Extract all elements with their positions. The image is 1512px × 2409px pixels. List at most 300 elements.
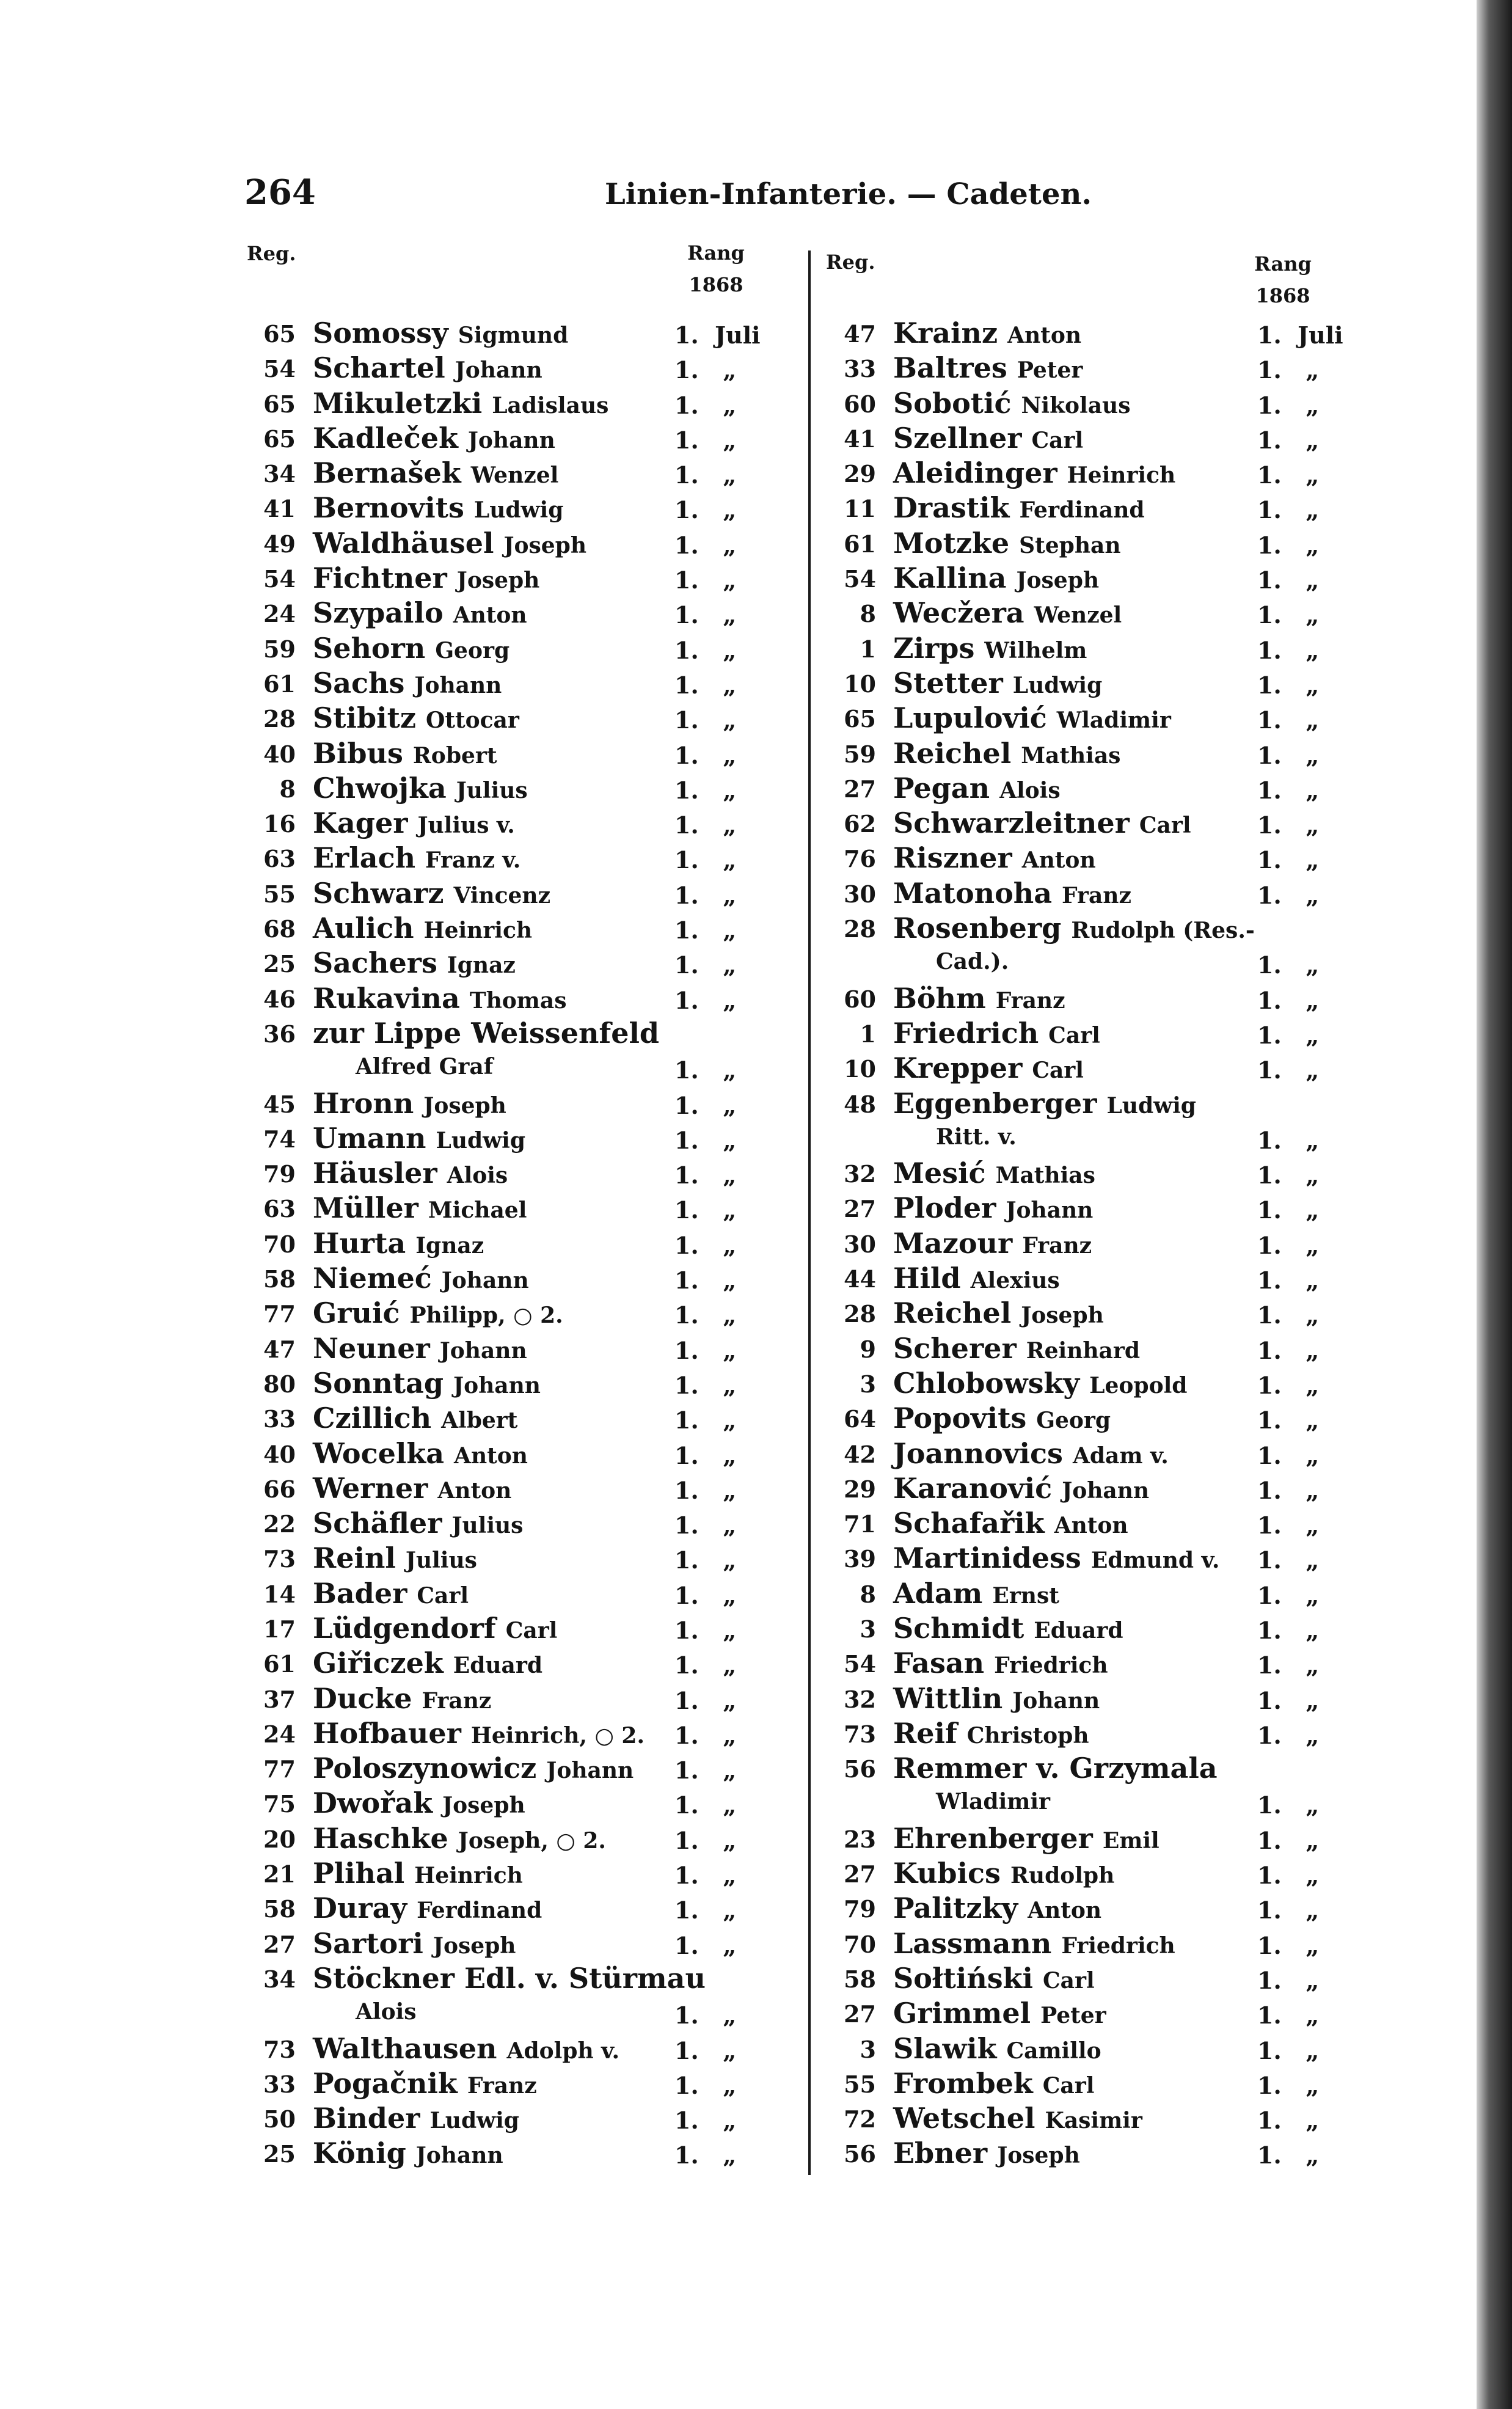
entry-row: [820, 2067, 1394, 2102]
regiment-number: 64: [844, 1405, 876, 1433]
entry-row: [820, 387, 1394, 422]
regiment-number: 1: [860, 1020, 876, 1048]
given-name: Carl: [1043, 1967, 1095, 1994]
page-number: 264: [244, 172, 316, 213]
cadet-name: [313, 527, 586, 560]
given-name: Emil: [1102, 1827, 1160, 1854]
rank-date: 1. „: [1257, 1721, 1320, 1749]
surname: Sachs: [313, 666, 405, 700]
entry-row: [820, 316, 1394, 351]
cadet-name: [893, 1892, 1101, 1925]
rank-date: 1. „: [674, 531, 737, 559]
entry-row: [820, 1437, 1394, 1472]
regiment-number: 34: [263, 460, 296, 488]
surname: Wetschel: [893, 2102, 1035, 2135]
given-name: Anton: [454, 1442, 528, 1469]
cadet-name: [313, 1717, 645, 1750]
given-name: Albert: [441, 1408, 518, 1434]
cadet-name: [313, 596, 527, 629]
entry-row: [239, 1822, 814, 1857]
entry-row: [239, 1892, 814, 1926]
regiment-number: 10: [844, 670, 876, 698]
rank-date: 1. „: [674, 1476, 737, 1504]
cadet-name: [893, 1507, 1128, 1540]
cadet-name: [313, 1437, 528, 1470]
entry-row: [820, 1997, 1394, 2031]
surname: Stetter: [893, 666, 1003, 700]
given-name: Mathias: [995, 1163, 1095, 1189]
regiment-number: 76: [844, 845, 876, 873]
rank-date: 1. „: [1257, 1021, 1320, 1049]
entry-row: [239, 1051, 814, 1086]
rank-date: 1. „: [1257, 1546, 1320, 1574]
surname: Ploder: [893, 1191, 996, 1225]
given-name: Wenzel: [470, 462, 559, 489]
regiment-number: 41: [844, 425, 876, 453]
entry-row: [239, 2102, 814, 2137]
surname: Rukavina: [313, 981, 460, 1015]
cadet-name: [893, 1227, 1092, 1260]
cadet-name: [893, 387, 1130, 420]
cadet-name: [313, 877, 550, 910]
entry-row: [820, 1752, 1394, 1786]
entry-row: [239, 596, 814, 631]
regiment-number: 33: [844, 355, 876, 383]
rank-date: 1. „: [674, 1231, 737, 1259]
regiment-number: 32: [844, 1160, 876, 1188]
surname: Martinidess: [893, 1541, 1081, 1575]
given-name: Johann: [546, 1758, 634, 1784]
surname: König: [313, 2137, 406, 2170]
cadet-name: [313, 667, 502, 700]
given-name: Heinrich: [1067, 462, 1176, 489]
surname: Riszner: [893, 841, 1012, 875]
given-name: Georg: [1036, 1408, 1111, 1434]
name-continuation: Alois: [356, 1999, 417, 2025]
regiment-number: 63: [263, 845, 296, 873]
entry-row: [239, 701, 814, 736]
rank-date: 1. „: [674, 1267, 737, 1295]
given-name: Johann: [439, 1337, 527, 1364]
cadet-name: [893, 422, 1083, 455]
surname: Böhm: [893, 981, 986, 1015]
given-name: Alois: [999, 777, 1061, 803]
entry-row: [820, 1717, 1394, 1752]
rank-date: 1. „: [674, 356, 737, 384]
regiment-number: 73: [263, 1545, 296, 1573]
rank-date: 1. „: [1257, 1301, 1320, 1329]
surname: Eggenberger: [893, 1086, 1097, 1120]
rank-date: 1. „: [674, 1721, 737, 1749]
rank-date: 1. „: [674, 986, 737, 1014]
surname: Giřiczek: [313, 1647, 444, 1680]
cadet-name: [893, 1087, 1196, 1120]
surname: Hild: [893, 1262, 961, 1295]
given-name: Ignaz: [447, 952, 516, 979]
entry-row: [239, 1472, 814, 1507]
regiment-number: 80: [263, 1370, 296, 1398]
entry-row: [820, 491, 1394, 526]
rank-date: 1. „: [1257, 391, 1320, 419]
surname: Chlobowsky: [893, 1366, 1080, 1400]
given-name: Adam v.: [1072, 1442, 1169, 1469]
entry-row: [820, 1927, 1394, 1962]
entry-row: [820, 1892, 1394, 1926]
surname: Mikuletzki: [313, 386, 483, 420]
surname: Erlach: [313, 841, 416, 875]
cadet-name: [313, 1786, 525, 1819]
rank-date: 1. „: [674, 2107, 737, 2135]
surname: Somossy: [313, 316, 448, 349]
given-name: Leopold: [1089, 1372, 1188, 1398]
cadet-name: [313, 1892, 542, 1925]
cadet-name: [893, 1157, 1095, 1190]
regiment-number: 24: [263, 1720, 296, 1748]
cadet-name: [893, 1822, 1160, 1855]
given-name: Johann: [414, 672, 502, 698]
rank-date: 1. „: [674, 2071, 737, 2099]
regiment-number: 27: [263, 1930, 296, 1958]
surname: Czillich: [313, 1402, 432, 1435]
given-name: Joseph: [433, 1932, 516, 1959]
cadet-name: [313, 701, 519, 734]
entry-row: [239, 841, 814, 876]
given-name: Carl: [417, 1582, 469, 1609]
given-name: Julius: [456, 777, 528, 803]
cadet-name: [893, 1577, 1059, 1610]
entry-row: [239, 527, 814, 561]
entry-row: [820, 1296, 1394, 1331]
rank-date: 1. „: [1257, 496, 1320, 524]
rank-date: 1. „: [1257, 1931, 1320, 1959]
entry-row: [820, 1087, 1394, 1122]
surname: Motzke: [893, 526, 1010, 560]
rang-year: 1868: [1255, 284, 1310, 307]
cadet-name: [313, 1296, 563, 1329]
given-name: Franz: [467, 2072, 537, 2099]
regiment-number: 28: [263, 705, 296, 733]
given-name: Wilhelm: [984, 637, 1087, 663]
given-name: Johann: [467, 427, 555, 453]
cadet-name: [313, 422, 555, 455]
given-name: Ignaz: [415, 1232, 484, 1259]
entry-row: [239, 422, 814, 456]
regiment-number: 30: [844, 880, 876, 908]
cadet-name: [893, 1612, 1123, 1645]
entry-row: [239, 2067, 814, 2102]
rank-date: 1. „: [1257, 1862, 1320, 1890]
regiment-number: 79: [263, 1160, 296, 1188]
rank-date: 1. „: [1257, 636, 1320, 664]
surname: Kubics: [893, 1857, 1001, 1890]
given-name: Franz: [995, 987, 1065, 1014]
surname: Werner: [313, 1471, 428, 1505]
regiment-number: 25: [263, 2140, 296, 2168]
entry-row: [239, 1541, 814, 1576]
surname: Schwarz: [313, 876, 444, 910]
entry-row: [239, 387, 814, 422]
rank-date: 1. „: [674, 1091, 737, 1119]
given-name: Anton: [453, 602, 527, 629]
rank-date: 1. „: [674, 391, 737, 419]
rank-date: 1. „: [674, 741, 737, 769]
rank-date: 1. „: [1257, 461, 1320, 489]
regiment-number: 3: [860, 1615, 876, 1643]
surname: Reinl: [313, 1541, 396, 1575]
cadet-name: [313, 1507, 523, 1540]
entry-row: [239, 1927, 814, 1962]
entry-row: [239, 2032, 814, 2067]
regiment-number: 58: [263, 1895, 296, 1923]
rank-date: 1. „: [1257, 1231, 1320, 1259]
page-edge-shadow: [1477, 0, 1512, 2409]
regiment-number: 36: [263, 1020, 296, 1048]
surname: Krainz: [893, 316, 998, 349]
given-name: Eduard: [1034, 1617, 1123, 1643]
regiment-number: 32: [844, 1685, 876, 1713]
given-name: Ludwig: [436, 1127, 525, 1153]
surname: Matonoha: [893, 876, 1053, 910]
entry-row: [239, 737, 814, 772]
entry-row: [820, 1367, 1394, 1402]
entry-row: [820, 772, 1394, 806]
cadet-name: [313, 1752, 634, 1785]
rank-date: 1. „: [674, 1581, 737, 1609]
surname: Häusler: [313, 1157, 437, 1190]
regiment-number: 56: [844, 2140, 876, 2168]
reg-header: Reg.: [826, 250, 875, 274]
regiment-number: 56: [844, 1755, 876, 1783]
regiment-number: 55: [263, 880, 296, 908]
entry-row: [820, 877, 1394, 912]
cadet-name: [313, 1262, 529, 1295]
rank-date: 1. „: [674, 2001, 737, 2030]
surname: Pegan: [893, 771, 990, 805]
entry-row: [239, 806, 814, 841]
given-name: Adolph v.: [506, 2038, 620, 2064]
given-name: Anton: [1028, 1898, 1102, 1924]
given-name: Johann: [441, 1268, 529, 1294]
cadet-name: [893, 1752, 1218, 1785]
given-name: Joseph: [1021, 1303, 1104, 1329]
given-name: Franz: [1062, 882, 1131, 908]
given-name: Anton: [1054, 1513, 1128, 1539]
surname: Wittlin: [893, 1681, 1003, 1715]
given-name: Joseph, ○ 2.: [458, 1827, 606, 1854]
regiment-number: 59: [844, 740, 876, 768]
entry-row: [820, 1577, 1394, 1612]
entry-row: [820, 1682, 1394, 1717]
regiment-number: 27: [844, 1860, 876, 1888]
entry-row: [239, 877, 814, 912]
given-name: Heinrich: [423, 918, 533, 944]
cadet-name: [893, 1472, 1149, 1505]
rank-date: 1. „: [674, 1301, 737, 1329]
entry-row: [239, 1786, 814, 1821]
regiment-number: 50: [263, 2105, 296, 2133]
entry-row: [239, 946, 814, 981]
regiment-number: 33: [263, 1405, 296, 1433]
cadet-name: [313, 1822, 606, 1855]
given-name: Friedrich: [994, 1653, 1108, 1679]
cadet-name: [893, 701, 1171, 734]
given-name: Joseph: [423, 1092, 506, 1119]
entry-row: [239, 1647, 814, 1681]
surname: Hofbauer: [313, 1716, 461, 1750]
entry-row: [239, 1682, 814, 1717]
entry-row: [820, 1857, 1394, 1892]
surname: Grimmel: [893, 1997, 1031, 2030]
surname: Stöckner Edl. v. Stürmau: [313, 1961, 706, 1995]
cadet-name: [313, 2032, 619, 2065]
entry-row: [820, 527, 1394, 561]
surname: zur Lippe Weissenfeld: [313, 1016, 660, 1050]
rank-date: 1. „: [1257, 1126, 1320, 1154]
regiment-number: 30: [844, 1230, 876, 1258]
rank-date: 1. „: [674, 1512, 737, 1540]
given-name: Ludwig: [1012, 672, 1103, 698]
name-continuation: Wladimir: [936, 1789, 1051, 1815]
given-name: Kasimir: [1045, 2108, 1142, 2134]
given-name: Johann: [1006, 1197, 1094, 1224]
given-name: Edmund v.: [1090, 1548, 1220, 1574]
entry-row: [239, 1296, 814, 1331]
rank-date: 1. „: [1257, 1791, 1320, 1819]
given-name: Peter: [1040, 2003, 1106, 2029]
given-name: Rudolph (Res.-: [1071, 918, 1255, 944]
surname: Karanović: [893, 1471, 1053, 1505]
entry-row: [239, 1717, 814, 1752]
given-name: Reinhard: [1026, 1337, 1141, 1364]
entry-row: [820, 2032, 1394, 2067]
rank-date: 1. „: [1257, 1616, 1320, 1644]
rang-header: [679, 237, 753, 301]
surname: Sobotić: [893, 386, 1012, 420]
regiment-number: 23: [844, 1825, 876, 1853]
regiment-number: 16: [263, 810, 296, 838]
entry-row: [239, 456, 814, 491]
cadet-name: [313, 1962, 706, 1995]
entry-row: [239, 1087, 814, 1122]
name-continuation: Ritt. v.: [936, 1124, 1017, 1150]
entry-row: [820, 841, 1394, 876]
name-continuation: Cad.).: [936, 949, 1009, 975]
regiment-number: 65: [263, 390, 296, 418]
given-name: Ludwig: [1106, 1092, 1196, 1119]
right-entries: [820, 316, 1394, 2172]
given-name: Heinrich, ○ 2.: [470, 1722, 645, 1749]
entry-row: [239, 1997, 814, 2031]
rank-date: 1. „: [1257, 741, 1320, 769]
cadet-name: [893, 667, 1102, 700]
rank-date: 1. „: [1257, 1336, 1320, 1364]
rank-date: 1. „: [1257, 1371, 1320, 1399]
given-name: Ferdinand: [1019, 497, 1145, 524]
rank-date: 1. „: [1257, 951, 1320, 979]
regiment-number: 70: [263, 1230, 296, 1258]
given-name: Christoph: [966, 1722, 1089, 1749]
cadet-name: [893, 841, 1096, 874]
entry-row: [820, 1402, 1394, 1436]
cadet-name: [893, 1717, 1089, 1750]
regiment-number: 61: [844, 530, 876, 558]
rank-date: 1. „: [674, 1126, 737, 1154]
cadet-name: [313, 1647, 542, 1680]
entry-row: [820, 1051, 1394, 1086]
regiment-number: 55: [844, 2070, 876, 2098]
surname: Slawik: [893, 2031, 997, 2065]
entry-row: [239, 1402, 814, 1436]
rank-date: 1. „: [1257, 1651, 1320, 1680]
surname: Hurta: [313, 1226, 406, 1260]
rank-date: 1. „: [674, 1686, 737, 1714]
given-name: Carl: [1031, 427, 1084, 453]
given-name: Ottocar: [425, 707, 519, 734]
cadet-name: [313, 1577, 469, 1610]
given-name: Julius v.: [417, 813, 515, 839]
surname: Bibus: [313, 736, 403, 770]
surname: Binder: [313, 2102, 420, 2135]
entry-row: [820, 422, 1394, 456]
entry-row: [239, 1962, 814, 1997]
left-column-header: [239, 237, 814, 316]
regiment-number: 29: [844, 460, 876, 488]
cadet-name: [313, 1367, 541, 1400]
given-name: Johann: [453, 1372, 541, 1398]
rang-year: 1868: [688, 273, 743, 296]
rank-date: 1. „: [1257, 986, 1320, 1014]
rank-date: 1. „: [674, 811, 737, 839]
cadet-name: [313, 351, 542, 384]
given-name: Joseph: [442, 1793, 525, 1819]
surname: Ducke: [313, 1681, 412, 1715]
surname: Poloszynowicz: [313, 1752, 537, 1785]
surname: Umann: [313, 1121, 426, 1155]
rank-date: 1. „: [674, 1862, 737, 1890]
rank-date: 1. „: [1257, 531, 1320, 559]
rank-date: 1. „: [1257, 881, 1320, 909]
entry-row: [820, 632, 1394, 667]
surname: Waldhäusel: [313, 526, 494, 560]
entry-row: [239, 351, 814, 386]
surname: Schmidt: [893, 1611, 1024, 1645]
cadet-name: [893, 1682, 1100, 1715]
given-name: Joseph: [997, 2143, 1080, 2169]
regiment-number: 24: [263, 600, 296, 628]
given-name: Philipp, ○ 2.: [409, 1303, 563, 1329]
surname: Sonntag: [313, 1366, 444, 1400]
cadet-name: [893, 351, 1083, 384]
entry-row: [820, 1262, 1394, 1296]
entry-row: [820, 1332, 1394, 1367]
given-name: Ludwig: [429, 2108, 519, 2134]
given-name: Carl: [1048, 1022, 1100, 1048]
regiment-number: 49: [263, 530, 296, 558]
entry-row: [820, 596, 1394, 631]
surname: Schäfler: [313, 1507, 442, 1540]
surname: Niemeć: [313, 1262, 432, 1295]
regiment-number: 77: [263, 1755, 296, 1783]
cadet-name: [313, 632, 509, 665]
regiment-number: 61: [263, 1650, 296, 1678]
given-name: Anton: [1007, 323, 1081, 348]
surname: Stibitz: [313, 701, 416, 735]
rank-date: 1. Juli: [674, 321, 761, 349]
regiment-number: 34: [263, 1965, 296, 1993]
cadet-name: [893, 1051, 1084, 1084]
entry-row: [239, 632, 814, 667]
rank-date: 1. „: [674, 1651, 737, 1680]
